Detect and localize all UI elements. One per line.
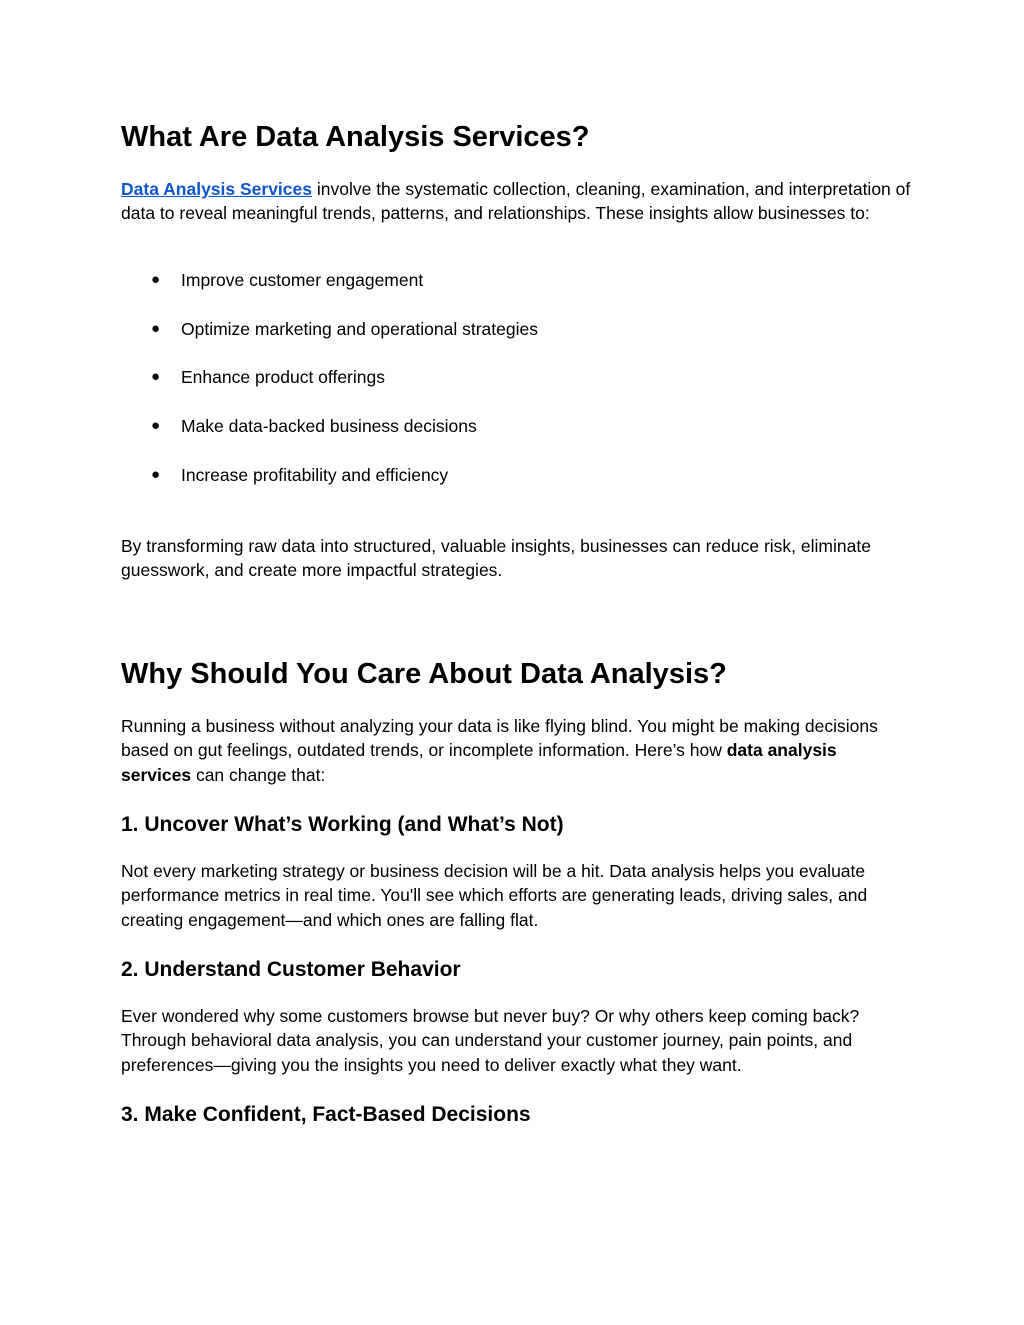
section2-intro-text: Running a business without analyzing your data is like flying blind. You might be making decisions based on gut feelings, outdated trends, or incomplete information. Here’s how <box>121 716 878 761</box>
subheading-understand-customer-behavior: 2. Understand Customer Behavior <box>121 958 461 981</box>
section2-intro-bold: data analysis services <box>121 740 837 785</box>
subheading-make-confident-decisions: 3. Make Confident, Fact-Based Decisions <box>121 1103 531 1126</box>
subsection2-paragraph: Ever wondered why some customers browse but never buy? Or why others keep coming back? Through behavioral data analysis, you can understand your customer journey, pain points, and preferences—giving you the insights you need to deliver exactly what they want. <box>121 1006 860 1075</box>
subsection1-paragraph: Not every marketing strategy or business decision will be a hit. Data analysis helps you evaluate performance metrics in real time. You'll see which efforts are generating leads, driving sales, and creating engagement—and which ones are falling flat. <box>121 861 868 930</box>
subheading-uncover-whats-working: 1. Uncover What’s Working (and What’s Not) <box>121 813 564 836</box>
section2-intro-tail: can change that: <box>191 764 326 785</box>
data-analysis-services-link[interactable]: Data Analysis Services <box>121 179 312 199</box>
section2-intro-paragraph <box>121 714 911 787</box>
list-item <box>121 463 911 512</box>
section-heading-why-should-you-care: Why Should You Care About Data Analysis? <box>121 658 727 690</box>
list-item-text: Improve customer engagement <box>181 270 424 290</box>
list-item <box>121 268 911 317</box>
list-item <box>121 365 911 414</box>
bullet-icon: ● <box>151 271 161 288</box>
intro-paragraph-text: involve the systematic collection, cleaning, examination, and interpretation of data to reveal meaningful trends, patterns, and relationships. These insights allow businesses to: <box>121 179 911 224</box>
benefits-list <box>121 268 911 511</box>
list-item-text: Enhance product offerings <box>181 367 385 388</box>
intro-paragraph <box>121 177 911 226</box>
bullet-icon: ● <box>151 368 161 386</box>
list-item-text: Make data-backed business decisions <box>181 416 477 437</box>
list-item <box>121 414 911 463</box>
bullet-icon: ● <box>151 319 161 337</box>
bullet-icon: ● <box>151 465 161 483</box>
list-item-text: Optimize marketing and operational strategies <box>181 318 538 339</box>
list-item <box>121 317 911 366</box>
closing-paragraph: By transforming raw data into structured, valuable insights, businesses can reduce risk, eliminate guesswork, and create more impactful strategies. <box>121 536 871 581</box>
section-heading-what-are-data-analysis-services: What Are Data Analysis Services? <box>121 121 590 153</box>
list-item-text: Increase profitability and efficiency <box>181 464 449 485</box>
bullet-icon: ● <box>151 417 161 435</box>
